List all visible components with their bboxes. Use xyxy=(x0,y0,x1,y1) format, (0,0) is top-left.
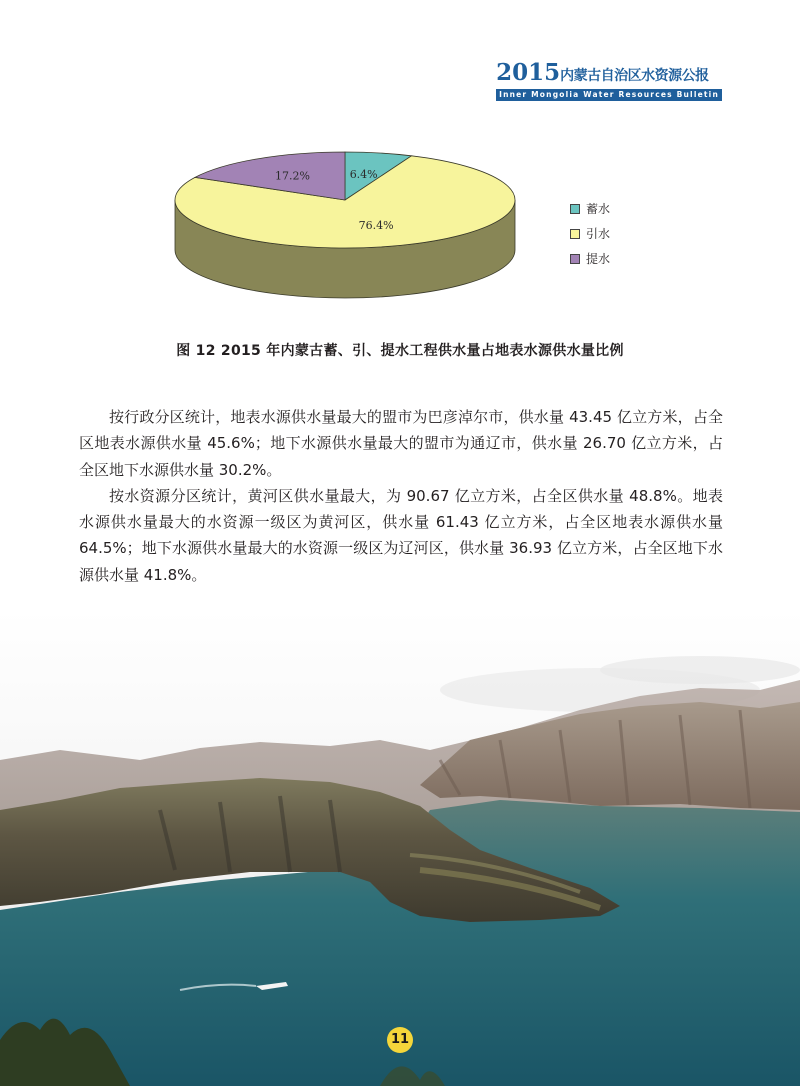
legend-label-storage: 蓄水 xyxy=(586,202,611,216)
pie-label-0: 6.4% xyxy=(349,168,378,182)
legend-label-diversion: 引水 xyxy=(586,227,611,241)
bulletin-header xyxy=(496,60,722,101)
chart-legend xyxy=(570,196,610,271)
figure-caption: 图 12 2015 年内蒙古蓄、引、提水工程供水量占地表水源供水量比例 xyxy=(176,343,624,359)
page-number: 11 xyxy=(387,1027,413,1053)
legend-label-lifting: 提水 xyxy=(586,252,611,266)
landscape-photo xyxy=(0,610,800,1086)
legend-swatch-lifting xyxy=(570,254,580,264)
legend-item-lifting xyxy=(570,246,610,271)
legend-swatch-storage xyxy=(570,204,580,214)
header-title-en: Inner Mongolia Water Resources Bulletin xyxy=(496,89,722,101)
header-title-cn: 内蒙古自治区水资源公报 xyxy=(560,68,709,84)
body-text xyxy=(79,404,723,588)
header-title xyxy=(496,60,722,89)
pie-label-2: 17.2% xyxy=(275,169,311,183)
pie-label-1: 76.4% xyxy=(358,218,394,232)
legend-item-diversion xyxy=(570,221,610,246)
header-year: 2015 xyxy=(496,59,561,86)
paragraph-water-resource-division: 按水资源分区统计，黄河区供水量最大，为 90.67 亿立方米，占全区供水量 48.8%。地表水源供水量最大的水资源一级区为黄河区，供水量 61.43 亿立方米，占全区地表水源供水量 64.5%；地下水源供水量最大的水资源一级区为辽河区，供水量 36.93 亿立方米，占全区地下水源供水量 41.8%。 xyxy=(79,486,723,584)
paragraph-admin-division: 按行政分区统计，地表水源供水量最大的盟市为巴彦淖尔市，供水量 43.45 亿立方米，占全区地表水源供水量 45.6%；地下水源供水量最大的盟市为通辽市，供水量 26.70 亿立方米，占全区地下水源供水量 30.2%。 xyxy=(79,408,723,479)
legend-swatch-diversion xyxy=(570,229,580,239)
legend-item-storage xyxy=(570,196,610,221)
